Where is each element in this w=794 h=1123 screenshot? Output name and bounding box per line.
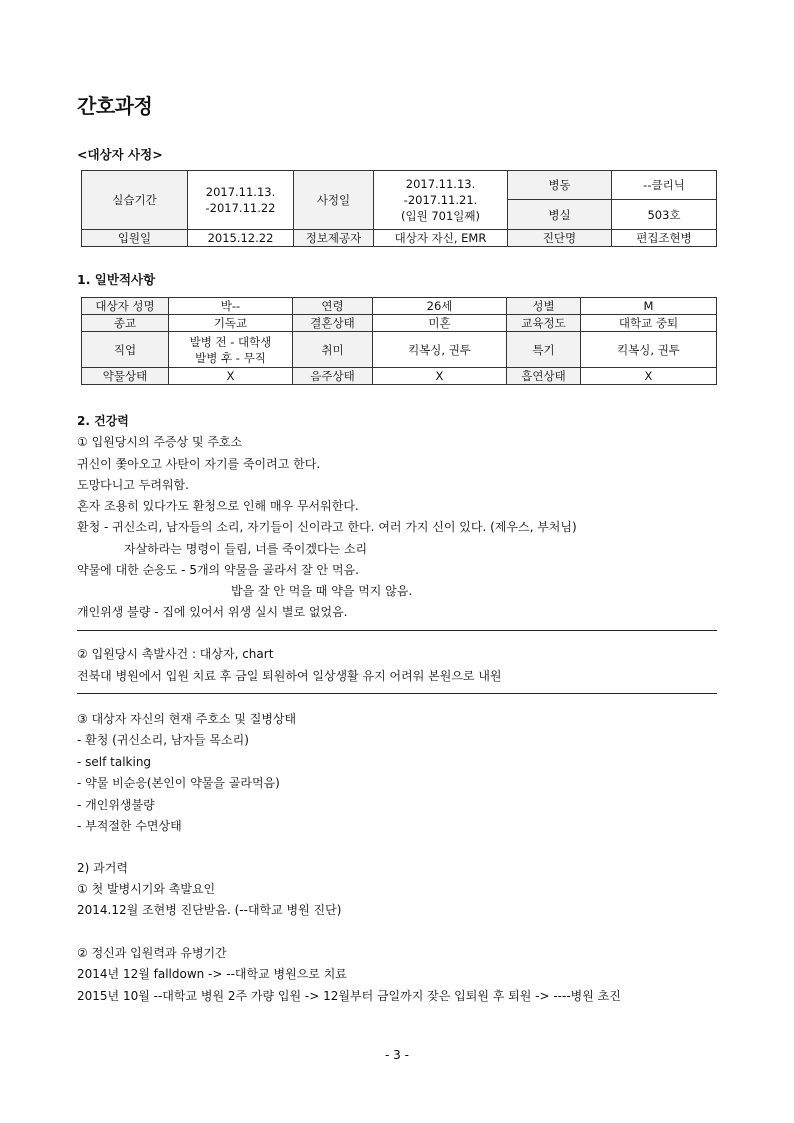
alcohol-label: 음주상태 xyxy=(293,368,373,385)
skill-value: 킥복싱, 권투 xyxy=(581,332,717,368)
complaint-line: 개인위생 불량 - 집에 있어서 위생 실시 별로 없었음. xyxy=(77,605,348,619)
general-heading: 1. 일반적사항 xyxy=(77,272,156,287)
name-label: 대상자 성명 xyxy=(82,298,169,315)
age-label: 연령 xyxy=(293,298,373,315)
admission-history-line: 2014년 12월 falldown -> --대학교 병원으로 치료 xyxy=(77,967,347,981)
precipitating-event-heading: ② 입원당시 촉발사건 : 대상자, chart xyxy=(77,647,274,661)
first-onset-heading: ① 첫 발병시기와 촉발요인 xyxy=(77,882,216,896)
past-history-heading: 2) 과거력 xyxy=(77,861,128,875)
sex-value: M xyxy=(581,298,717,315)
alcohol-value: X xyxy=(373,368,507,385)
status-item: - 개인위생불량 xyxy=(77,798,155,812)
complaint-line: 약물에 대한 순응도 - 5개의 약물을 골라서 잘 안 먹음. xyxy=(77,563,359,577)
room-value: 503호 xyxy=(612,200,717,230)
marital-label: 결혼상태 xyxy=(293,315,373,332)
complaint-line: 자살하라는 명령이 들림, 너를 죽이겠다는 소리 xyxy=(124,542,368,556)
ward-label: 병동 xyxy=(508,171,612,200)
status-item: - 약물 비순응(본인이 약물을 골라먹음) xyxy=(77,776,280,790)
skill-label: 특기 xyxy=(507,332,581,368)
subject-assessment-heading: <대상자 사정> xyxy=(77,147,163,162)
religion-value: 기독교 xyxy=(169,315,293,332)
sex-label: 성별 xyxy=(507,298,581,315)
diagnosis-label: 진단명 xyxy=(508,230,612,247)
education-label: 교육정도 xyxy=(507,315,581,332)
general-info-table xyxy=(81,297,717,385)
hobby-label: 취미 xyxy=(293,332,373,368)
ward-value: --클리닉 xyxy=(612,171,717,200)
religion-label: 종교 xyxy=(82,315,169,332)
complaint-line: 밥을 잘 안 먹을 때 약을 먹지 않음. xyxy=(231,584,413,598)
status-item: - 부적절한 수면상태 xyxy=(77,819,182,833)
precipitating-event-line: 전북대 병원에서 입원 치료 후 금일 퇴원하여 일상생활 유지 어려워 본원으로 내원 xyxy=(77,669,502,683)
status-item: - 환청 (귀신소리, 남자들 목소리) xyxy=(77,733,249,747)
name-value: 박-- xyxy=(169,298,293,315)
room-label: 병실 xyxy=(508,200,612,230)
subject-info-table xyxy=(81,170,717,247)
admission-history-heading: ② 정신과 입원력과 유병기간 xyxy=(77,946,227,960)
smoking-label: 흡연상태 xyxy=(507,368,581,385)
complaint-line: 혼자 조용히 있다가도 환청으로 인해 매우 무서워한다. xyxy=(77,499,359,513)
health-history-heading: 2. 건강력 xyxy=(77,414,129,428)
admit-date-value: 2015.12.22 xyxy=(188,230,294,247)
informant-label: 정보제공자 xyxy=(294,230,374,247)
page-title: 간호과정 xyxy=(77,94,153,118)
complaint-line: 환청 - 귀신소리, 남자들의 소리, 자기들이 신이라고 한다. 여러 가지 신이 있다. (제우스, 부처님) xyxy=(77,520,577,534)
diagnosis-value: 편집조현병 xyxy=(612,230,717,247)
admit-date-label: 입원일 xyxy=(82,230,188,247)
divider xyxy=(77,630,717,631)
complaint-line: 귀신이 쫓아오고 사탄이 자기를 죽이려고 한다. xyxy=(77,457,321,471)
smoking-value: X xyxy=(581,368,717,385)
drug-label: 약물상태 xyxy=(82,368,169,385)
assess-date-value: 2017.11.13. -2017.11.21. (입원 701일째) xyxy=(374,171,508,230)
page-number: - 3 - xyxy=(385,1048,409,1062)
divider xyxy=(77,693,717,694)
occupation-value: 발병 전 - 대학생 발병 후 - 무직 xyxy=(169,332,293,368)
hobby-value: 킥복싱, 권투 xyxy=(373,332,507,368)
first-onset-line: 2014.12월 조현병 진단받음. (--대학교 병원 진단) xyxy=(77,903,342,917)
period-value: 2017.11.13. -2017.11.22 xyxy=(188,171,294,230)
drug-value: X xyxy=(169,368,293,385)
period-label: 실습기간 xyxy=(82,171,188,230)
complaint-line: 도망다니고 두려워함. xyxy=(77,478,189,492)
status-item: - self talking xyxy=(77,755,152,769)
marital-value: 미혼 xyxy=(373,315,507,332)
informant-value: 대상자 자신, EMR xyxy=(374,230,508,247)
chief-complaint-heading: ① 입원당시의 주증상 및 주호소 xyxy=(77,435,243,449)
current-status-heading: ③ 대상자 자신의 현재 주호소 및 질병상태 xyxy=(77,712,297,726)
occupation-label: 직업 xyxy=(82,332,169,368)
admission-history-line: 2015년 10월 --대학교 병원 2주 가량 입원 -> 12월부터 금일까지 잦은 입퇴원 후 퇴원 -> ----병원 초진 xyxy=(77,989,621,1003)
education-value: 대학교 중퇴 xyxy=(581,315,717,332)
assess-date-label: 사정일 xyxy=(294,171,374,230)
age-value: 26세 xyxy=(373,298,507,315)
